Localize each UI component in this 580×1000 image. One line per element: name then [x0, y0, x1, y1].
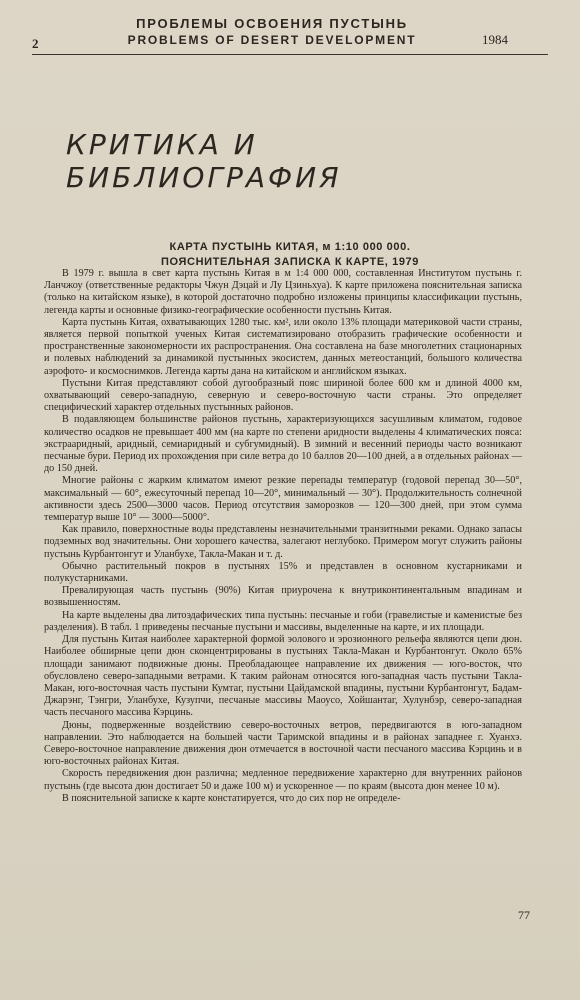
article-body — [44, 268, 522, 805]
page-number-left: 2 — [32, 36, 39, 51]
paragraph: Многие районы с жарким климатом имеют резкие перепады температур (годовой перепад 30—50°, максимальный — 60°, ежесуточный перепад 10—20°, минимальный — 30°). Продолжительность солнечной активности здесь 2500—3000 часов. Период отсутствия заморозков — 120—300 дней, при этом сумма температур выше 10° — 3000—5000°. — [44, 475, 522, 524]
paragraph: В подавляющем большинстве районов пустынь, характеризующихся засушливым климатом, годовое количество осадков не превышает 400 мм (на карте по степени аридности выделены 4 климатических пояса: экстрааридный, аридный, семиаридный и субгумидный). В зимний и весенний периоды часто возникают песчаные бури. Период их прохождения при силе ветра до 10 баллов 20—100 дней, а в отдельных районах — до 150 дней. — [44, 414, 522, 475]
page-number-right: 77 — [518, 908, 530, 922]
paragraph: В пояснительной записке к карте констатируется, что до сих пор не определе- — [62, 792, 401, 804]
paragraph: Пустыни Китая представляют собой дугообразный пояс шириной более 600 км и длиной 4000 км, охватывающий северо-западную, северную и северо-восточную части страны. Это определяет специфический характер отдельных пустынных районов. — [44, 377, 522, 414]
section-title: КРИТИКА И БИБЛИОГРАФИЯ — [66, 128, 342, 194]
journal-year: 1984 — [482, 32, 508, 47]
article-title — [60, 240, 520, 270]
paragraph: Как правило, поверхностные воды представлены незначительными транзитными реками. Однако запасы подземных вод значительны. Они хорошего качества, залегают неглубоко. Примером могут служить районы пустынь Курбантонгут и Уланбухе, Такла-Макан и т. д. — [44, 524, 522, 560]
running-header — [32, 14, 548, 55]
paragraph: На карте выделены два литоэдафических типа пустынь: песчаные и гоби (гравелистые и каменистые без разделения). В табл. 1 приведены песчаные пустыни и массивы, выделенные на карте, и их площади. — [44, 609, 522, 633]
paragraph: Для пустынь Китая наиболее характерной формой эолового и эрозионного рельефа являются цепи дюн. Наиболее обширные цепи дюн сконцентрированы в пустынях Такла-Макан и Курбантонгут. Около 65% площади занимают подвижные дюны. Преобладающее направление их движения — юго-восток, что обусловлено северо-западными ветрами. К таким районам относятся юго-западная часть пустыни Такла-Макан, юго-восточная часть пустыни Кумтаг, пустыни Цайдамской впадины, пустыни Курбантонгут, Бадам-Джарэнг, Тэнгри, Уланбухе, Кузупчи, песчаные массивы Маоусо, Хойшантаг, Хулунбэр, северо-западная часть песчаного массива Кэрцинь. — [44, 634, 522, 719]
paragraph: В 1979 г. вышла в свет карта пустынь Китая в м 1:4 000 000, составленная Институтом пустынь г. Ланчжоу (ответственные редакторы Чжун Дэцай и Лу Цзиньхуа). К карте приложена пояснительная записка (только на китайском языке), в которой достаточно подробно изложены принципы классификации пустынь, легенда карты и основные физико-географические особенности пустынь Китая. — [44, 268, 522, 316]
journal-title-ru: ПРОБЛЕМЫ ОСВОЕНИЯ ПУСТЫНЬ — [136, 16, 408, 31]
paragraph: Обычно растительный покров в пустынях 15% и представлен в основном кустарниками и полукустарниками. — [44, 560, 522, 585]
journal-title-block — [92, 16, 452, 48]
article-title-line-2: ПОЯСНИТЕЛЬНАЯ ЗАПИСКА К КАРТЕ, 1979 — [161, 256, 419, 268]
article-title-line-1: КАРТА ПУСТЫНЬ КИТАЯ, м 1:10 000 000. — [169, 241, 411, 253]
journal-title-en: PROBLEMS OF DESERT DEVELOPMENT — [127, 33, 417, 47]
paragraph: Дюны, подверженные воздействию северо-восточных ветров, передвигаются в юго-западном направлении. Это наблюдается на большей части Таримской впадины и в районах западнее г. Хуанхэ. Северо-восточное направление движения дюн отмечается в восточной части песчаного массива Кэрцинь и в юго-восточных районах Китая. — [44, 719, 522, 768]
paragraph: Скорость передвижения дюн различна; медленное передвижение характерно для внутренних районов пустынь (где высота дюн достигает 50 и даже 100 м) и ускоренное — по краям (высота дюн менее 10 м). — [44, 768, 522, 792]
paragraph: Карта пустынь Китая, охватывающих 1280 тыс. км², или около 13% площади материковой части страны, является первой попыткой ученых Китая систематизировано отобразить графические особенности и пространственные закономерности их распространения. Она составлена на базе многолетних стационарных и полевых наблюдений за динамикой пустынных экосистем, данных метеостанций, большого количества аэрофото- и космоснимков. Легенда карты дана на китайском и английском языках. — [44, 316, 522, 377]
paragraph: Превалирующая часть пустынь (90%) Китая приурочена к внутриконтинентальным впадинам и возвышенностям. — [44, 585, 522, 609]
